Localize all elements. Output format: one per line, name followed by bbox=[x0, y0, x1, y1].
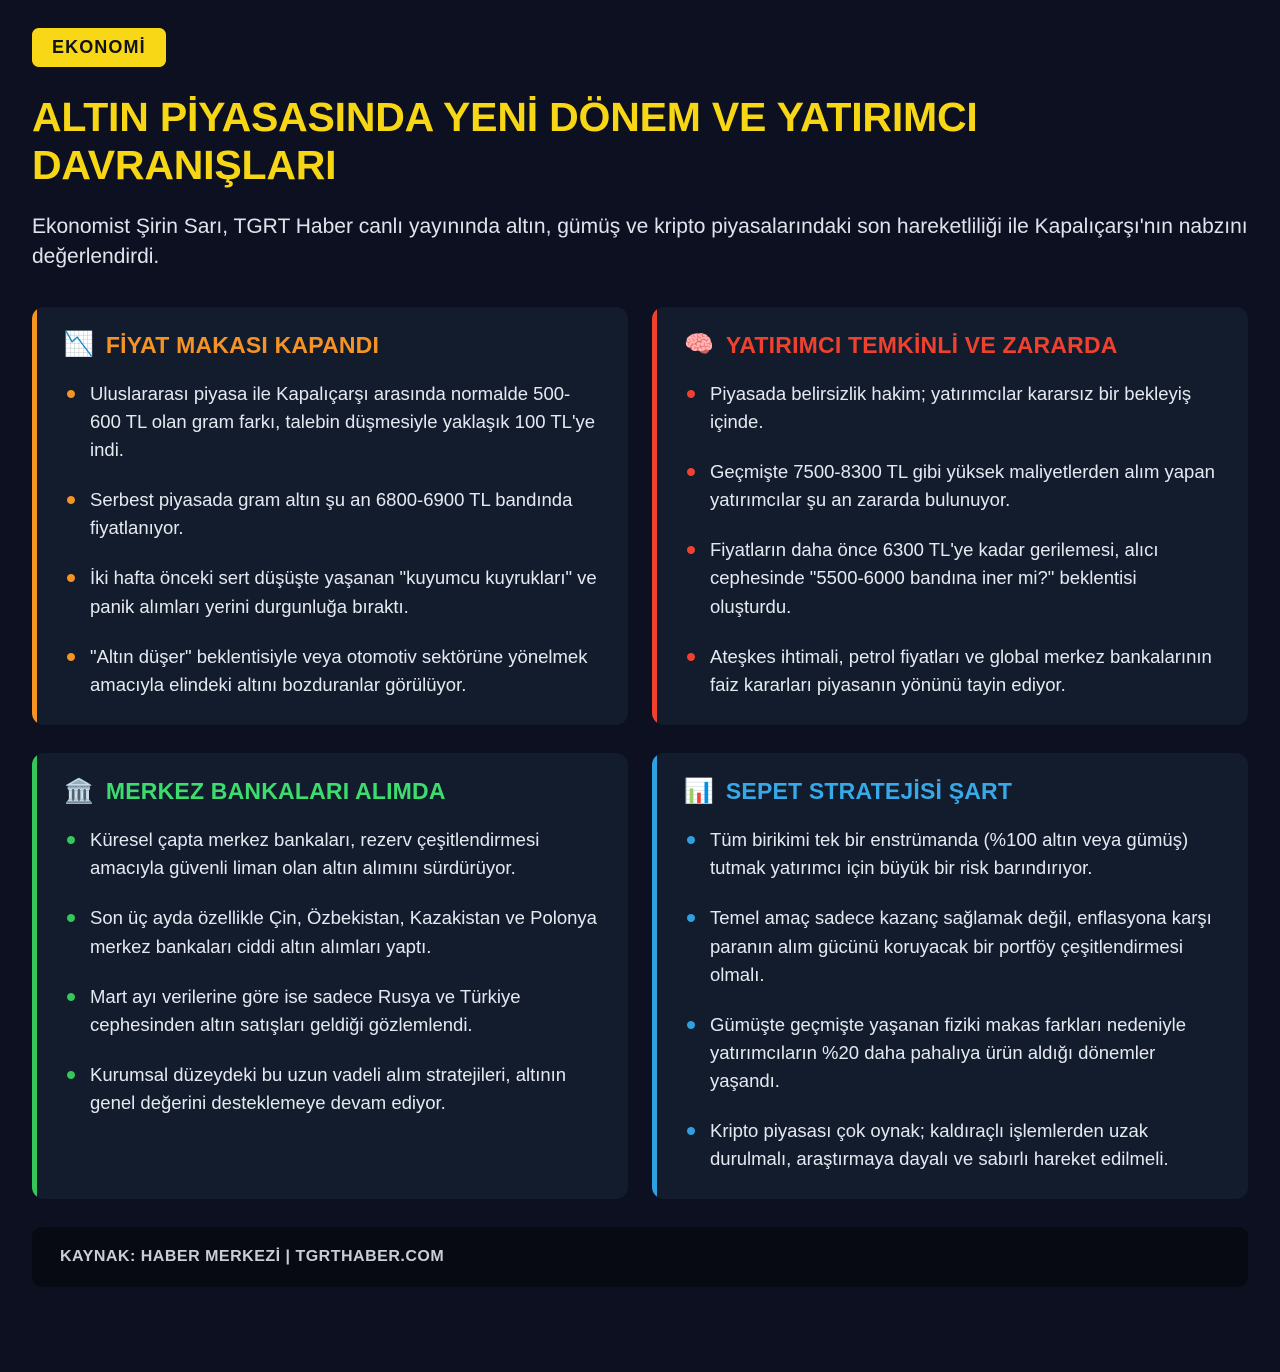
card-accent-bar bbox=[652, 307, 657, 725]
list-item bbox=[684, 826, 1220, 882]
list-item bbox=[684, 643, 1220, 699]
bullet-dot bbox=[687, 390, 695, 398]
list-item-text: Kripto piyasası çok oynak; kaldıraçlı işlemlerden uzak durulmalı, araştırmaya dayalı ve sabırlı hareket edilmeli. bbox=[710, 1120, 1169, 1170]
list-item-text: Fiyatların daha önce 6300 TL'ye kadar gerilemesi, alıcı cephesinde "5500-6000 bandına iner mi?" beklentisi oluşturdu. bbox=[710, 539, 1159, 617]
card-accent-bar bbox=[32, 753, 37, 1199]
bullet-dot bbox=[67, 653, 75, 661]
list-item bbox=[64, 904, 600, 960]
list-item-text: Tüm birikimi tek bir enstrümanda (%100 altın veya gümüş) tutmak yatırımcı için büyük bir risk barındırıyor. bbox=[710, 829, 1189, 879]
bar-chart-icon: 📊 bbox=[684, 777, 714, 805]
bullet-dot bbox=[687, 1021, 695, 1029]
list-item-text: Kurumsal düzeydeki bu uzun vadeli alım stratejileri, altının genel değerini desteklemeye devam ediyor. bbox=[90, 1063, 567, 1113]
list-item-text: İki hafta önceki sert düşüşte yaşanan "kuyumcu kuyrukları" ve panik alımları yerini durgunluğa bıraktı. bbox=[90, 567, 597, 617]
list-item bbox=[64, 380, 600, 464]
card-bullet-list bbox=[682, 380, 1220, 699]
bullet-dot bbox=[67, 914, 75, 922]
list-item bbox=[684, 458, 1220, 514]
list-item bbox=[684, 1011, 1220, 1095]
card-accent-bar bbox=[32, 307, 37, 725]
category-badge: EKONOMİ bbox=[32, 28, 166, 67]
list-item bbox=[64, 643, 600, 699]
card-bullet-list bbox=[62, 826, 600, 1117]
list-item bbox=[64, 486, 600, 542]
bullet-dot bbox=[67, 390, 75, 398]
chart-decreasing-icon: 📉 bbox=[64, 331, 94, 359]
bullet-dot bbox=[687, 914, 695, 922]
list-item-text: Küresel çapta merkez bankaları, rezerv çeşitlendirmesi amacıyla güvenli liman olan altın alımını sürdürüyor. bbox=[90, 829, 540, 879]
card-accent-bar bbox=[652, 753, 657, 1199]
list-item-text: Temel amaç sadece kazanç sağlamak değil, enflasyona karşı paranın alım gücünü koruyacak bir portföy çeşitlendirmesi olmalı. bbox=[710, 907, 1212, 985]
list-item bbox=[684, 536, 1220, 620]
bullet-dot bbox=[687, 546, 695, 554]
list-item bbox=[64, 1061, 600, 1117]
bullet-dot bbox=[687, 1127, 695, 1135]
card-fiyat-makasi bbox=[32, 307, 628, 725]
bullet-dot bbox=[687, 653, 695, 661]
bullet-dot bbox=[67, 1071, 75, 1079]
badge-row bbox=[32, 28, 1248, 67]
bullet-dot bbox=[67, 836, 75, 844]
bullet-dot bbox=[67, 574, 75, 582]
source-text: KAYNAK: HABER MERKEZİ | TGRTHABER.COM bbox=[60, 1248, 445, 1266]
list-item bbox=[684, 1117, 1220, 1173]
bullet-dot bbox=[687, 836, 695, 844]
page-title: ALTIN PİYASASINDA YENİ DÖNEM VE YATIRIMCI DAVRANIŞLARI bbox=[32, 94, 978, 189]
page-subtitle: Ekonomist Şirin Sarı, TGRT Haber canlı yayınında altın, gümüş ve kripto piyasalarındaki son hareketliliği ile Kapalıçarşı'nın nabzını değerlendirdi. bbox=[32, 214, 1248, 269]
cards-grid bbox=[32, 307, 1248, 1200]
card-bullet-list bbox=[62, 380, 600, 699]
list-item bbox=[64, 826, 600, 882]
card-header bbox=[684, 779, 1220, 804]
card-title: FİYAT MAKASI KAPANDI bbox=[105, 331, 380, 358]
card-header bbox=[64, 779, 600, 804]
list-item bbox=[684, 380, 1220, 436]
bullet-dot bbox=[687, 468, 695, 476]
list-item-text: Geçmişte 7500-8300 TL gibi yüksek maliyetlerden alım yapan yatırımcılar şu an zararda bulunuyor. bbox=[710, 461, 1215, 511]
card-merkez-bankalari bbox=[32, 753, 628, 1199]
list-item-text: Ateşkes ihtimali, petrol fiyatları ve global merkez bankalarının faiz kararları piyasanın yönünü tayin ediyor. bbox=[710, 645, 1212, 695]
list-item bbox=[64, 564, 600, 620]
bullet-dot bbox=[67, 496, 75, 504]
list-item-text: Mart ayı verilerine göre ise sadece Rusya ve Türkiye cephesinden altın satışları geldiği gözlemlendi. bbox=[90, 985, 521, 1035]
list-item-text: Uluslararası piyasa ile Kapalıçarşı arasında normalde 500-600 TL olan gram farkı, talebin düşmesiyle yaklaşık 100 TL'ye indi. bbox=[90, 382, 596, 461]
list-item-text: Gümüşte geçmişte yaşanan fiziki makas farkları nedeniyle yatırımcıların %20 daha pahalıya ürün aldığı dönemler yaşandı. bbox=[710, 1013, 1187, 1091]
brain-icon: 🧠 bbox=[684, 331, 714, 359]
list-item-text: Serbest piyasada gram altın şu an 6800-6900 TL bandında fiyatlanıyor. bbox=[90, 489, 573, 539]
source-footer bbox=[32, 1227, 1248, 1287]
card-yatirimci-temkinli bbox=[652, 307, 1248, 725]
classical-building-icon: 🏛️ bbox=[64, 777, 94, 805]
card-header bbox=[64, 333, 600, 358]
list-item bbox=[684, 904, 1220, 988]
card-sepet-stratejisi bbox=[652, 753, 1248, 1199]
card-title: YATIRIMCI TEMKİNLİ VE ZARARDA bbox=[725, 331, 1118, 358]
card-bullet-list bbox=[682, 826, 1220, 1173]
bullet-dot bbox=[67, 993, 75, 1001]
list-item-text: "Altın düşer" beklentisiyle veya otomotiv sektörüne yönelmek amacıyla elindeki altını bozduranlar görülüyor. bbox=[90, 645, 588, 695]
card-header bbox=[684, 333, 1220, 358]
card-title: MERKEZ BANKALARI ALIMDA bbox=[105, 777, 446, 804]
list-item-text: Son üç ayda özellikle Çin, Özbekistan, Kazakistan ve Polonya merkez bankaları ciddi altın alımları yaptı. bbox=[90, 907, 597, 957]
list-item-text: Piyasada belirsizlik hakim; yatırımcılar kararsız bir bekleyiş içinde. bbox=[710, 382, 1192, 433]
list-item bbox=[64, 983, 600, 1039]
card-title: SEPET STRATEJİSİ ŞART bbox=[725, 777, 1013, 804]
